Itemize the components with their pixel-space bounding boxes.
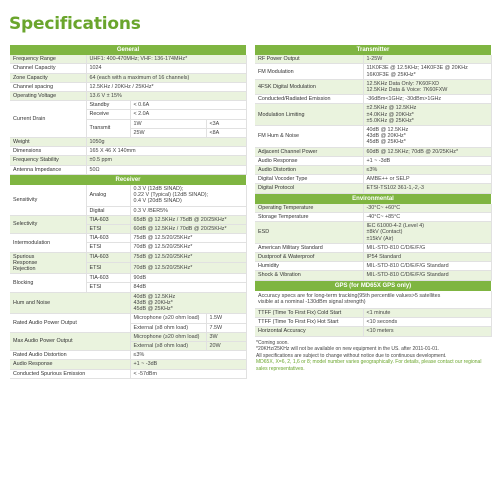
spec-label: Sensitivity [10,185,86,215]
spec-label: Frequency Stability [10,156,86,165]
spec-label: Rated Audio Distortion [10,351,130,360]
spec-label: ESD [255,222,363,244]
spec-value: IEC 61000-4-2 (Level 4) ±8kV (Contact) ±15kV (Air) [363,222,491,244]
spec-value: 3W [206,332,246,341]
spec-value: <3A [206,119,246,128]
spec-label: Dimensions [10,147,86,156]
spec-value: ≤3% [130,351,246,360]
spec-label: Selectivity [10,215,86,233]
spec-label: Channel Capacity [10,64,86,73]
spec-value: -40°C~ +85°C [363,213,491,222]
spec-label: Dustproof & Waterproof [255,253,363,262]
spec-label: Audio Distortion [255,166,363,175]
spec-value: 40dB @ 12.5KHz 43dB @ 20KHz* 45dB @ 25KHz* [363,126,491,148]
sub-label: Transmit [86,119,130,137]
spec-condition: Microphone (≥20 ohm load) [130,314,206,323]
receiver-header: Receiver [10,174,246,185]
spec-value: 25W [130,128,206,137]
general-header: General [10,45,246,55]
spec-value: 64 (each with a maximum of 16 channels) [86,73,246,82]
spec-value: < -57dBm [130,369,246,378]
spec-label: FM Modulation [255,64,363,79]
spec-label: Channel spacing [10,82,86,91]
sub-label: TIA-603 [86,215,130,224]
spec-label: Current Drain [10,101,86,138]
sub-label: TIA-603 [86,234,130,243]
spec-value: 7.5W [206,323,246,332]
spec-value: 1W [130,119,206,128]
spec-label: Conducted Spurious Emission [10,369,130,378]
gps-header: GPS (for MD65X GPS only) [255,280,491,291]
spec-label: Max Audio Power Output [10,332,130,350]
spec-value: 1050g [86,138,246,147]
spec-label: Rated Audio Power Output [10,314,130,332]
spec-value: +1 ~ -3dB [363,156,491,165]
spec-value: 20W [206,341,246,350]
environmental-header: Environmental [255,193,491,204]
spec-value: 70dB @ 12.5/20/25KHz* [130,263,246,274]
spec-value: ETSI-TS102 361-1,-2,-3 [363,184,491,193]
spec-value: +1 ~ -3dB [130,360,246,369]
spec-value: 40dB @ 12.5KHz 43dB @ 20KHz* 45dB @ 25KHz* [130,292,246,314]
spec-label: Intermodulation [10,234,86,252]
spec-value: 84dB [130,283,246,292]
sub-label: TIA-603 [86,274,130,283]
spec-value: 65dB @ 12.5KHz / 75dB @ 20/25KHz* [130,215,246,224]
footnote: *Coming soon. [256,339,289,346]
spec-value: MIL-STD-810 C/D/E/F/G [363,243,491,252]
spec-value: 75dB @ 12.5/20/25KHz* [130,252,246,263]
spec-value: 60dB @ 12.5KHz; 70dB @ 20/25KHz* [363,147,491,156]
spec-value: < 2.0A [130,110,246,119]
spec-label: RF Power Output [255,55,363,64]
spec-value: MIL-STD-810 C/D/E/F/G Standard [363,262,491,271]
spec-condition: Microphone (≥20 ohm load) [130,332,206,341]
spec-label: Operating Voltage [10,92,86,101]
sub-label: ETSI [86,283,130,292]
spec-value: -36dBm<1GHz; -30dBm>1GHz [363,95,491,104]
spec-value: 1.5W [206,314,246,323]
spec-label: American Military Standard [255,243,363,252]
sub-label: TIA-603 [86,252,130,263]
footnote: *20KHz/25KHz will not be available on new equipment in the US. after 2011-01-01. [256,346,440,352]
spec-value: 90dB [130,274,246,283]
spec-label: Zone Capacity [10,73,86,82]
gps-accuracy-note: Accuracy specs are for long-term tracking(95th percentile values>5 satellites visible at a nominal -130dBm signal strength) [255,291,491,309]
right-column [255,45,491,375]
sub-label: Receive [86,110,130,119]
spec-label: Modulation Limiting [255,104,363,126]
spec-label: Frequency Range [10,55,86,64]
spec-label: Spurious Response Rejection [10,252,86,274]
spec-value: 75dB @ 12.5/20/25KHz* [130,234,246,243]
sub-label: ETSI [86,243,130,252]
spec-label: Shock & Vibration [255,271,363,280]
spec-value: 12.5KHz Data Only: 7K60FXD 12.5KHz Data & Voice: 7K60FXW [363,79,491,94]
spec-value: 1-25W [363,55,491,64]
general-table [10,45,247,379]
spec-value: 165 X 46 X 140mm [86,147,246,156]
left-column [10,45,246,379]
spec-value: <10 meters [363,327,491,336]
spec-condition: External (≥8 ohm load) [130,323,206,332]
spec-label: TTFF (Time To First Fix) Cold Start [255,308,363,317]
spec-value: < 0.6A [130,101,246,110]
footnotes [255,337,491,376]
sub-label: Digital [86,206,130,215]
spec-label: Digital Vocoder Type [255,175,363,184]
spec-label: Horizontal Accuracy [255,327,363,336]
spec-label: Adjacent Channel Power [255,147,363,156]
spec-label: Audio Response [255,156,363,165]
spec-label: FM Hum & Noise [255,126,363,148]
footnote: MD65X, X=6, 2, 1,6 or 8; model number varies geographically. For details, please contact our regional sales representatives. [256,359,482,372]
spec-value: 50Ω [86,165,246,174]
transmitter-header: Transmitter [255,45,491,55]
spec-value: -30°C~ +60°C [363,204,491,213]
spec-value: <8A [206,128,246,137]
spec-value: IP54 Standard [363,253,491,262]
spec-value: ±0.5 ppm [86,156,246,165]
spec-value: 60dB @ 12.5KHz / 70dB @ 20/25KHz* [130,225,246,234]
sub-label: ETSI [86,263,130,274]
spec-value: UHF1: 400-470MHz; VHF: 136-174MHz* [86,55,246,64]
spec-label: TTFF (Time To First Fix) Hot Start [255,318,363,327]
footnote: All specifications are subject to change without notice due to continuous development. [256,352,447,359]
page-title: Specifications [9,14,141,34]
spec-label: Operating Temperature [255,204,363,213]
spec-label: Digital Protocol [255,184,363,193]
spec-label: Weight [10,138,86,147]
spec-label: Blocking [10,274,86,292]
spec-value: 12.5KHz / 20KHz / 25KHz* [86,82,246,91]
spec-label: Audio Response [10,360,130,369]
spec-label: Conducted/Radiated Emission [255,95,363,104]
sub-label: ETSI [86,225,130,234]
sub-label: Analog [86,185,130,206]
spec-value: 1024 [86,64,246,73]
spec-label: Storage Temperature [255,213,363,222]
spec-label: Hum and Noise [10,292,130,314]
spec-condition: External (≥8 ohm load) [130,341,206,350]
spec-value: <1 minute [363,308,491,317]
spec-value: 70dB @ 12.5/20/25KHz* [130,243,246,252]
spec-label: 4FSK Digital Modulation [255,79,363,94]
spec-label: Antenna Impedance [10,165,86,174]
spec-value: AMBE++ or SELP [363,175,491,184]
transmitter-table [255,45,492,337]
spec-value: 0.3 V (12dB SINAD); 0.22 V (Typical) (12dB SINAD); 0.4 V (20dB SINAD) [130,185,246,206]
spec-value: <10 seconds [363,318,491,327]
sub-label: Standby [86,101,130,110]
spec-value: ±2.5KHz @ 12.5KHz ±4.0KHz @ 20KHz* ±5.0KHz @ 25KHz* [363,104,491,126]
spec-label: Humidity [255,262,363,271]
spec-value: 11K0F3E @ 12.5KHz; 14K0F3E @ 20KHz 16K0F3E @ 25KHz* [363,64,491,79]
spec-value: 0.3 V /BER5% [130,206,246,215]
spec-value: 13.6 V ± 15% [86,92,246,101]
spec-value: ≤3% [363,166,491,175]
spec-value: MIL-STD-810 C/D/E/F/G Standard [363,271,491,280]
